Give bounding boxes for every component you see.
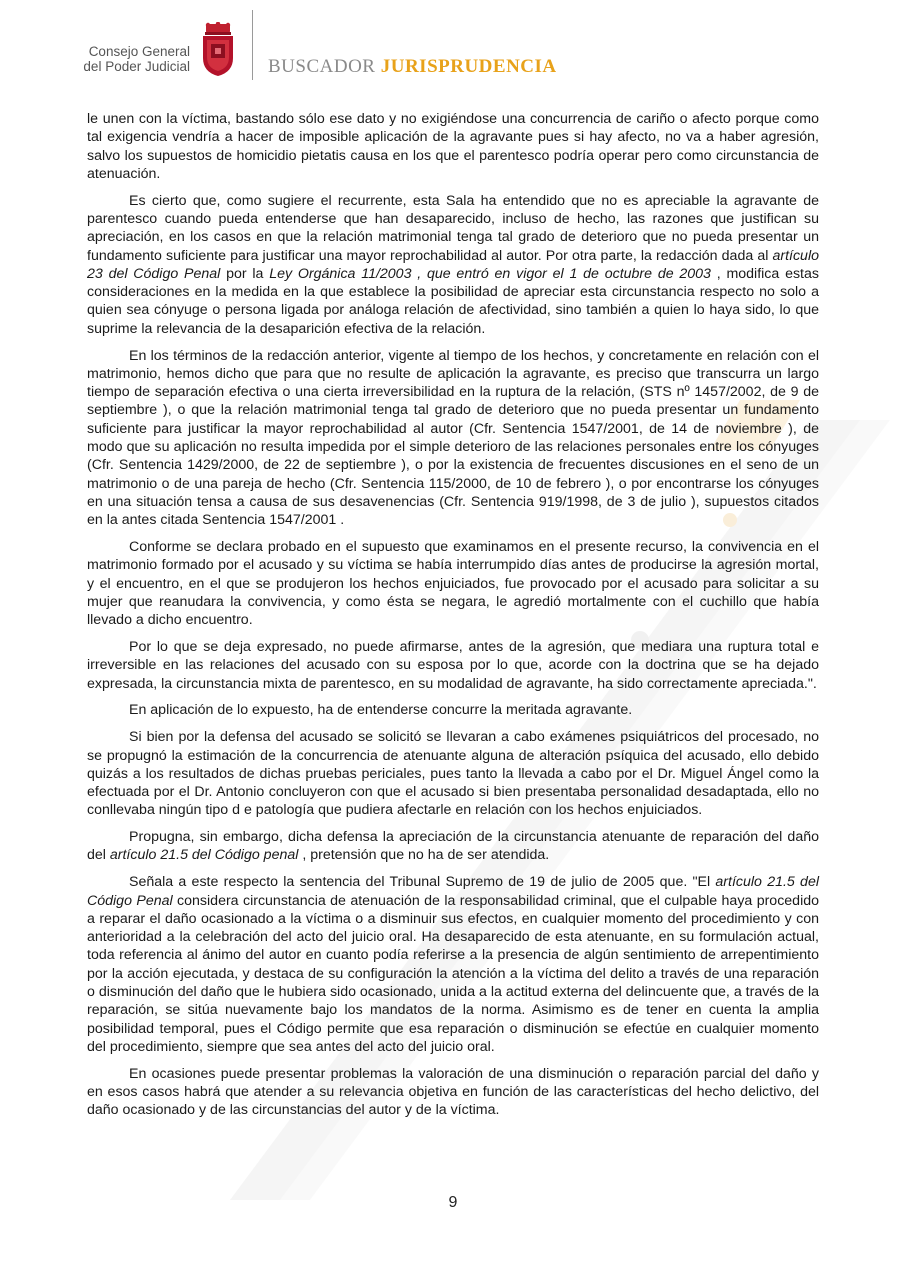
paragraph-6: En aplicación de lo expuesto, ha de entenderse concurre la meritada agravante. [129, 702, 633, 719]
brand-title [268, 56, 557, 78]
paragraph-8 [87, 828, 819, 865]
page-number: 9 [448, 1194, 458, 1211]
paragraph-1: le unen con la víctima, bastando sólo ese dato y no exigiéndose una concurrencia de cariño o afecto porque como tal exigencia vendría a hacer de imposible aplicación de la agravante pues si hay afecto, no va a haber agresión, salvo los supuestos de homicidio pietatis causa en los que el parentesco podría operar pero como circunstancia de atenuación. [87, 111, 819, 182]
paragraph-9-text-a: Señala a este respecto la sentencia del Tribunal Supremo de 19 de julio de 2005 que. "El [129, 874, 716, 891]
paragraph-8-text-a: Propugna, sin embargo, dicha defensa la apreciación de la circunstancia atenuante de reparación del daño del [87, 829, 819, 864]
paragraph-9 [87, 873, 819, 1056]
citation-codigo-penal-art21-5-b: artículo 21.5 del Código Penal [87, 874, 819, 909]
paragraph-2 [87, 192, 819, 338]
citation-codigo-penal-art21-5: artículo 21.5 del Código penal [109, 847, 299, 864]
paragraph-5: Por lo que se deja expresado, no puede afirmarse, antes de la agresión, que mediara una ruptura total e irreversible en las relaciones del acusado con su esposa por lo que, acorde con la doctrina que se ha dejado expresada, la circunstancia mixta de parentesco, en su modalidad de agravante, ha sido correctamente apreciada.". [87, 639, 819, 692]
page-header [0, 0, 906, 100]
header-divider [252, 10, 253, 80]
paragraph-3: En los términos de la redacción anterior, vigente al tiempo de los hechos, y concretamente en relación con el matrimonio, hemos dicho que para que no resulte de aplicación la agravante, es preciso que transcurra un largo tiempo de separación efectiva o una cierta irreversibilidad en la ruptura de la relación, (STS nº 1457/2002, de 9 de septiembre ), o que la relación matrimonial tenga tal grado de deterioro que no pueda presentar un fundamento suficiente para justificar la mayor reprochabilidad al autor (Cfr. Sentencia 1547/2001, de 14 de noviembre ), de modo que su aplicación no resulta impedida por el simple deterioro de las relaciones personales entre los cónyuges (Cfr. Sentencia 1429/2000, de 22 de septiembre ), o por la existencia de frecuentes discusiones en el seno de un matrimonio o de una pareja de hecho (Cfr. Sentencia 115/2000, de 10 de febrero ), o por encontrarse los cónyuges en una situación tensa a causa de sus desavenencias (Cfr. Sentencia 919/1998, de 3 de julio ), supuestos citados en la antes citada Sentencia 1547/2001 . [87, 347, 819, 529]
paragraph-9-text-b: considera circunstancia de atenuación de la responsabilidad criminal, que el culpable haya procedido a reparar el daño ocasionado a la víctima o a disminuir sus efectos, en cualquier momento del procedimiento y con anterioridad a la celebración del acto del juicio oral. Ha desaparecido de esta atenuante, en su formulación actual, toda referencia al ánimo del autor en cuanto podía referirse a la presencia de algún sentimiento de arrepentimiento por la acción ejecutada, y destaca de su configuración la atención a la víctima del delito a través de una reparación o disminución del daño que le hubiera sido ocasionado, unida a la actitud externa del delincuente que, a través de la reparación, se sitúa nuevamente bajo los mandatos de la norma. Asimismo es de tener en cuenta la amplia posibilidad temporal, pues el Código permite que esa reparación o disminución se efectúe en cualquier momento del procedimiento, siempre que sea antes del acto del juicio oral. [87, 892, 820, 1055]
paragraph-7: Si bien por la defensa del acusado se solicitó se llevaran a cabo exámenes psiquiátricos del procesado, no se propugnó la estimación de la concurrencia de atenuante alguna de alteración psíquica del acusado, ello debido quizás a los resultados de dichas pruebas periciales, pues tanto la llevada a cabo por el Dr. Miguel Ángel como la efectuada por el Dr. Antonio concluyeron con que el acusado si bien presentaba personalidad desadaptada, ello no conllevaba ningún tipo d e patología que pudiera afectarle en relación con los hechos enjuiciados. [87, 729, 819, 819]
org-name-line2: del Poder Judicial [83, 59, 190, 74]
paragraph-8-text-b: , pretensión que no ha de ser atendida. [298, 847, 550, 864]
cgpj-crest-icon [196, 22, 240, 78]
paragraph-10: En ocasiones puede presentar problemas la valoración de una disminución o reparación parcial del daño y en esos casos habrá que atender a su relevancia objetiva en función de las características del hecho delictivo, del daño ocasionado y de las circunstancias del autor y de la víctima. [87, 1065, 819, 1119]
paragraph-2-text-a: Es cierto que, como sugiere el recurrente, esta Sala ha entendido que no es apreciable la agravante de parentesco cuando pueda entenderse que han desaparecido, incluso de hecho, las razones que justifican su apreciación, en los casos en que la relación matrimonial tenga tal grado de deterioro que no pueda presentar un fundamento suficiente para justificar una mayor reprochabilidad al autor. Por otra parte, la redacción dada al [87, 192, 819, 264]
citation-codigo-penal-art23: artículo 23 del Código Penal [87, 247, 819, 282]
brand-title-part2: JURISPRUDENCIA [380, 56, 557, 77]
org-name-line1: Consejo General [88, 44, 190, 59]
org-name [62, 44, 190, 74]
document-body [87, 110, 819, 1128]
paragraph-2-text-c: , modifica estas consideraciones en la medida en la que establece la posibilidad de apreciar esta circunstancia respecto no solo a quien sea cónyuge o persona ligada por análoga relación de afectividad, sino también a quien lo haya sido, lo que suprime la relevancia de la desaparición efectiva de la relación. [87, 265, 819, 337]
paragraph-2-text-b: por la [220, 265, 270, 282]
paragraph-4: Conforme se declara probado en el supuesto que examinamos en el presente recurso, la convivencia en el matrimonio formado por el acusado y su víctima se había interrumpido días antes de producirse la agresión mortal, y el encuentro, en el que se produjeron los hechos enjuiciados, fue provocado por el acusado para solicitar a su mujer que reanudara la convivencia, y como ésta se negara, le agredió mortalmente con el cuchillo que había llevado a dicho encuentro. [87, 539, 819, 629]
brand-title-part1: BUSCADOR [268, 56, 381, 77]
citation-ley-organica-11-2003: Ley Orgánica 11/2003 , que entró en vigor el 1 de octubre de 2003 [269, 265, 711, 282]
